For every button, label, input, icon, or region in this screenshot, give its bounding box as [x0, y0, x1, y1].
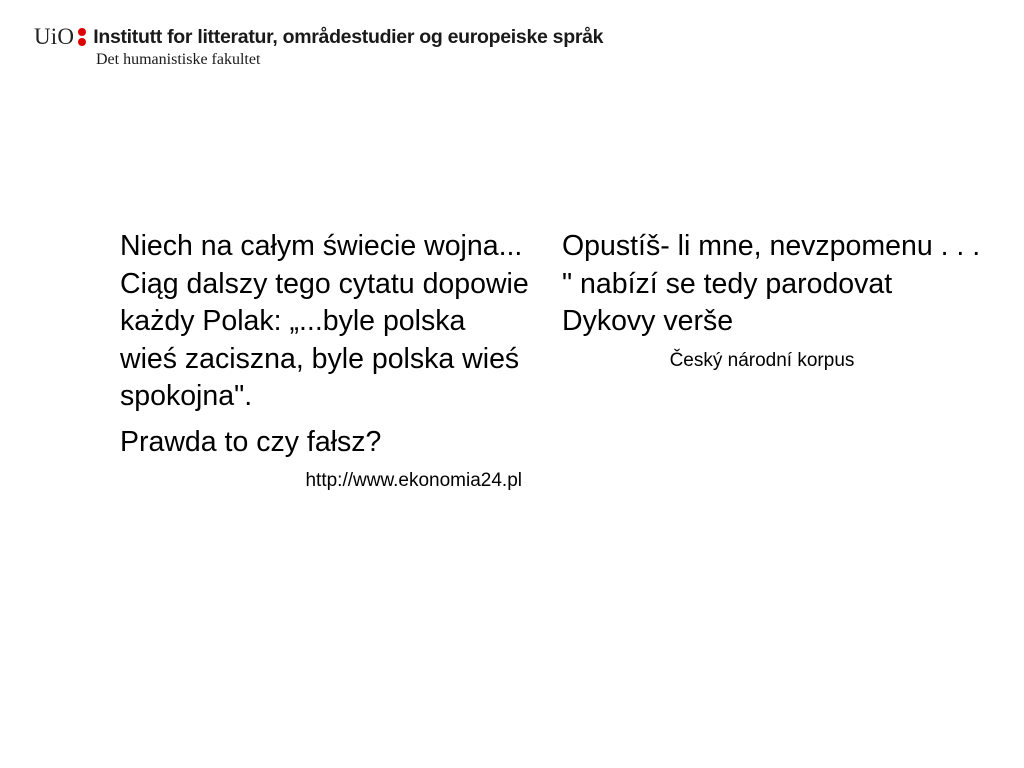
- polish-question-paragraph: Prawda to czy fałsz?: [120, 425, 382, 458]
- red-dot-icon: [78, 28, 86, 36]
- faculty-name: Det humanistiske fakultet: [96, 51, 261, 68]
- red-dot-icon: [78, 38, 86, 46]
- czech-quote-paragraph: Opustíš- li mne, nevzpomenu . . . " nabízí se tedy parodovat Dykovy verše: [562, 230, 981, 337]
- uio-logo-dots-icon: [78, 26, 86, 48]
- right-source-citation: Český národní korpus: [669, 349, 855, 371]
- institution-header: [34, 22, 604, 68]
- institute-name: Institutt for litteratur, områdestudier og europeiske språk: [93, 25, 604, 48]
- right-text-column: [562, 228, 982, 373]
- header-title-row: [34, 22, 603, 52]
- left-source-citation: http://www.ekonomia24.pl: [305, 470, 522, 491]
- left-text-column: [120, 228, 530, 493]
- uio-logo: UiO: [34, 24, 75, 49]
- polish-quote-paragraph: Niech na całym świecie wojna... Ciąg dalszy tego cytatu dopowie każdy Polak: „...byle polska wieś zaciszna, byle polska wieś spokojna".: [120, 230, 529, 412]
